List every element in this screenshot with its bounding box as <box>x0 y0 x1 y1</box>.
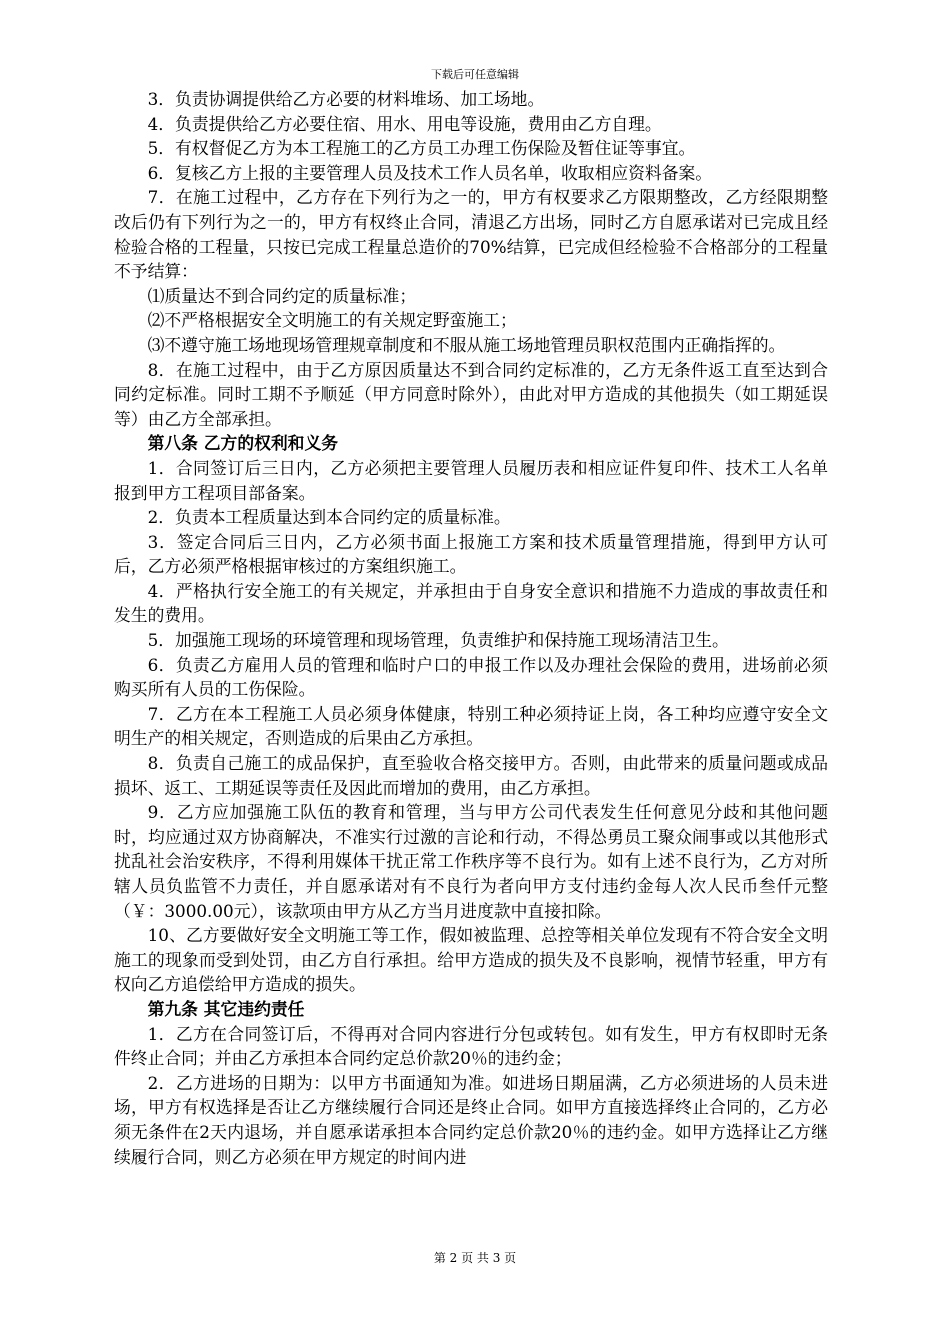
clause-paragraph: 9．乙方应加强施工队伍的教育和管理，当与甲方公司代表发生任何意见分歧和其他问题时，均应通过双方协商解决，不准实行过激的言论和行动，不得怂勇员工聚众闹事或以其他形式扰乱社会治安秩序，不得利用媒体干扰正常工作秩序等不良行为。如有上述不良行为，乙方对所辖人员负监管不力责任，并自愿承诺对有不良行为者向甲方支付违约金每人次人民币叁仟元整（￥：3000.00元），该款项由甲方从乙方当月进度款中直接扣除。 <box>114 802 828 921</box>
clause-paragraph: 1．合同签订后三日内，乙方必须把主要管理人员履历表和相应证件复印件、技术工人名单报到甲方工程项目部备案。 <box>114 457 828 503</box>
clause-paragraph: 6．负责乙方雇用人员的管理和临时户口的申报工作以及办理社会保险的费用，进场前必须购买所有人员的工伤保险。 <box>114 654 828 700</box>
clause-paragraph: 3．签定合同后三日内，乙方必须书面上报施工方案和技术质量管理措施，得到甲方认可后，乙方必须严格根据审核过的方案组织施工。 <box>114 531 828 577</box>
clause-paragraph: 4．严格执行安全施工的有关规定，并承担由于自身安全意识和措施不力造成的事故责任和发生的费用。 <box>114 580 828 626</box>
clause-paragraph: 8．负责自己施工的成品保护，直至验收合格交接甲方。否则，由此带来的质量问题或成品损坏、返工、工期延误等责任及因此而增加的费用，由乙方承担。 <box>114 753 828 798</box>
clause-paragraph: 2．负责本工程质量达到本合同约定的质量标准。 <box>147 507 511 528</box>
clause-paragraph: 3．负责协调提供给乙方必要的材料堆场、加工场地。 <box>147 89 545 109</box>
sub-item-paragraph: ⑵不严格根据安全文明施工的有关规定野蛮施工； <box>147 310 517 331</box>
clause-paragraph: 7．乙方在本工程施工人员必须身体健康，特别工种必须持证上岗，各工种均应遵守安全文明生产的相关规定，否则造成的后果由乙方承担。 <box>114 703 828 749</box>
document-body <box>114 87 828 1169</box>
clause-paragraph: 7．在施工过程中，乙方存在下列行为之一的，甲方有权要求乙方限期整改，乙方经限期整改后仍有下列行为之一的，甲方有权终止合同，清退乙方出场，同时乙方自愿承诺对已完成且经检验合格的工程量，只按已完成工程量总造价的70%结算，已完成但经检验不合格部分的工程量不予结算： <box>114 187 828 282</box>
clause-paragraph: 10、乙方要做好安全文明施工等工作，假如被监理、总控等相关单位发现有不符合安全文明施工的现象而受到处罚，由乙方自行承担。给甲方造成的损失及不良影响，视情节轻重，甲方有权向乙方追偿给甲方造成的损失。 <box>114 925 828 995</box>
clause-paragraph: 6．复核乙方上报的主要管理人员及技术工作人员名单，收取相应资料备案。 <box>147 162 713 183</box>
section-heading: 第九条 其它违约责任 <box>147 998 305 1019</box>
clause-paragraph: 1．乙方在合同签订后，不得再对合同内容进行分包或转包。如有发生，甲方有权即时无条件终止合同；并由乙方承担本合同约定总价款20％的违约金； <box>114 1023 828 1069</box>
sub-item-paragraph: ⑴质量达不到合同约定的质量标准； <box>147 285 417 306</box>
clause-paragraph: 4．负责提供给乙方必要住宿、用水、用电等设施，费用由乙方自理。 <box>147 113 662 134</box>
page-header: 下载后可任意编辑 <box>431 68 519 81</box>
section-heading: 第八条 乙方的权利和义务 <box>147 433 339 454</box>
sub-item-paragraph: ⑶不遵守施工场地现场管理规章制度和不服从施工场地管理员职权范围内正确指挥的。 <box>147 334 786 355</box>
clause-paragraph: 5．有权督促乙方为本工程施工的乙方员工办理工伤保险及暂住证等事宜。 <box>147 138 696 159</box>
page-footer: 第 2 页 共 3 页 <box>433 1251 517 1265</box>
clause-paragraph: 8．在施工过程中，由于乙方原因质量达不到合同约定标准的，乙方无条件返工直至达到合同约定标准。同时工期不予顺延（甲方同意时除外），由此对甲方造成的其他损失（如工期延误等）由乙方全部承担。 <box>114 359 828 429</box>
clause-paragraph: 5．加强施工现场的环境管理和现场管理，负责维护和保持施工现场清洁卫生。 <box>147 630 729 651</box>
clause-paragraph: 2．乙方进场的日期为：以甲方书面通知为准。如进场日期届满，乙方必须进场的人员未进场，甲方有权选择是否让乙方继续履行合同还是终止合同。如甲方直接选择终止合同的，乙方必须无条件在2天内退场，并自愿承诺承担本合同约定总价款20％的违约金。如甲方选择让乙方继续履行合同，则乙方必须在甲方规定的时间内进 <box>114 1072 828 1167</box>
